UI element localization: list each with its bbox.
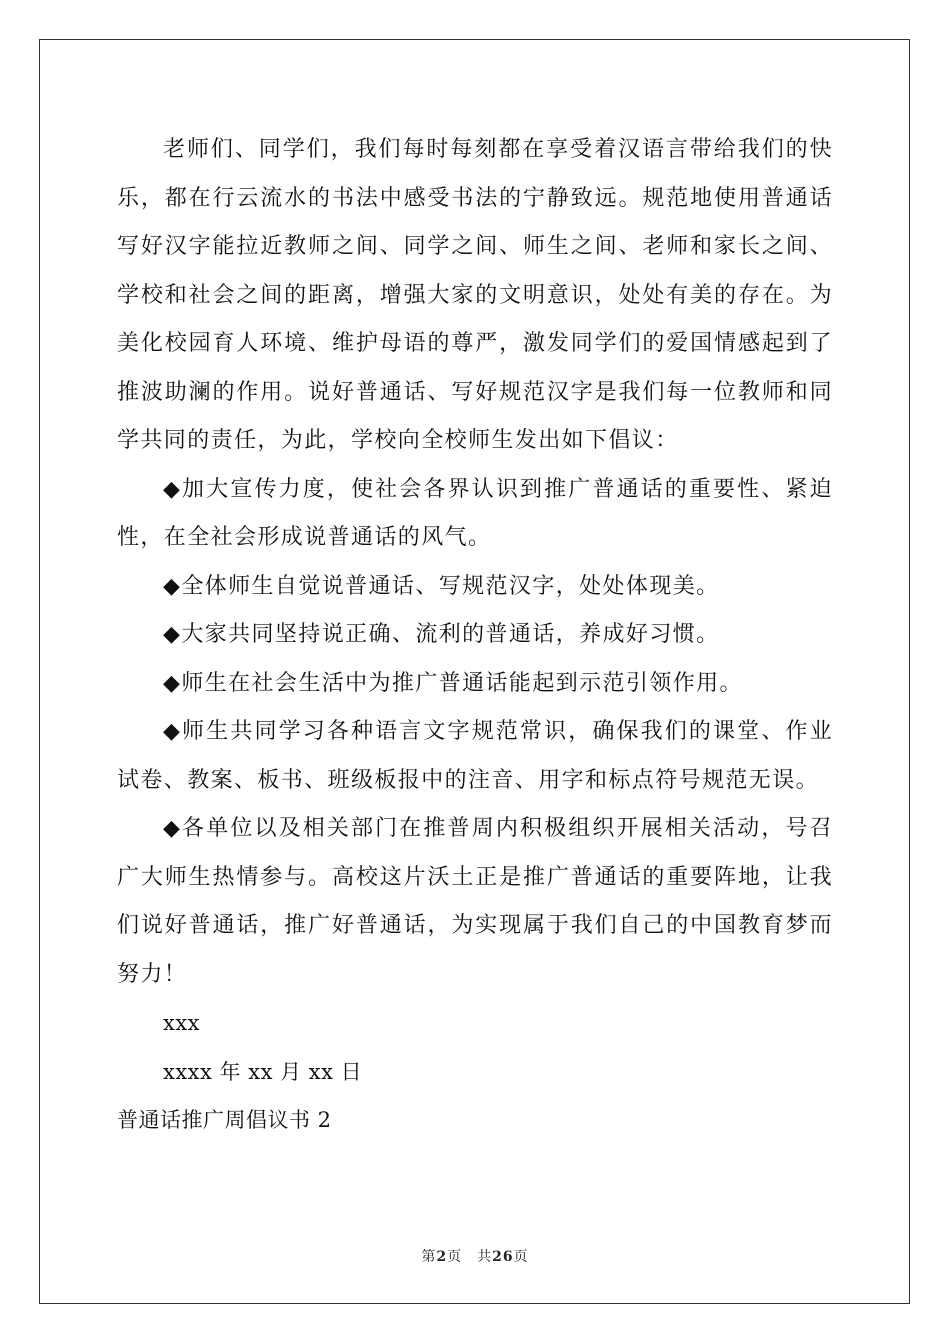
proposal-item-6: ◆各单位以及相关部门在推普周内积极组织开展相关活动，号召广大师生热情参与。高校这片沃土正是推广普通话的重要阵地，让我们说好普通话，推广好普通话，为实现属于我们自己的中国教育梦而努力！ (117, 816, 833, 987)
footer-page-number: 2 (436, 1249, 448, 1265)
footer-suffix: 页 (513, 1249, 529, 1265)
next-document-title: 普通话推广周倡议书 2 (117, 1108, 332, 1132)
proposal-item-4: ◆师生在社会生活中为推广普通话能起到示范引领作用。 (163, 670, 743, 696)
proposal-item-2: ◆全体师生自觉说普通话、写规范汉字，处处体现美。 (163, 573, 720, 599)
proposal-item-3: ◆大家共同坚持说正确、流利的普通话，养成好习惯。 (163, 622, 720, 647)
document-body (117, 126, 833, 1145)
footer-total-pages: 26 (492, 1249, 514, 1265)
footer-prefix: 第 (421, 1249, 437, 1265)
footer-mid: 页 共 (447, 1249, 493, 1265)
page-footer (0, 1246, 950, 1266)
signature: xxx (163, 1011, 201, 1035)
intro-paragraph: 老师们、同学们，我们每时每刻都在享受着汉语言带给我们的快乐，都在行云流水的书法中感受书法的宁静致远。规范地使用普通话写好汉字能拉近教师之间、同学之间、师生之间、老师和家长之间、学校和社会之间的距离，增强大家的文明意识，处处有美的存在。为美化校园育人环境、维护母语的尊严，激发同学们的爱国情感起到了推波助澜的作用。说好普通话、写好规范汉字是我们每一位教师和同学共同的责任，为此，学校向全校师生发出如下倡议： (117, 137, 833, 453)
signature-date: xxxx 年 xx 月 xx 日 (163, 1059, 363, 1084)
proposal-item-1: ◆加大宣传力度，使社会各界认识到推广普通话的重要性、紧迫性，在全社会形成说普通话的风气。 (117, 476, 833, 550)
proposal-item-5: ◆师生共同学习各种语言文字规范常识，确保我们的课堂、作业试卷、教案、板书、班级板报中的注音、用字和标点符号规范无误。 (117, 719, 833, 793)
